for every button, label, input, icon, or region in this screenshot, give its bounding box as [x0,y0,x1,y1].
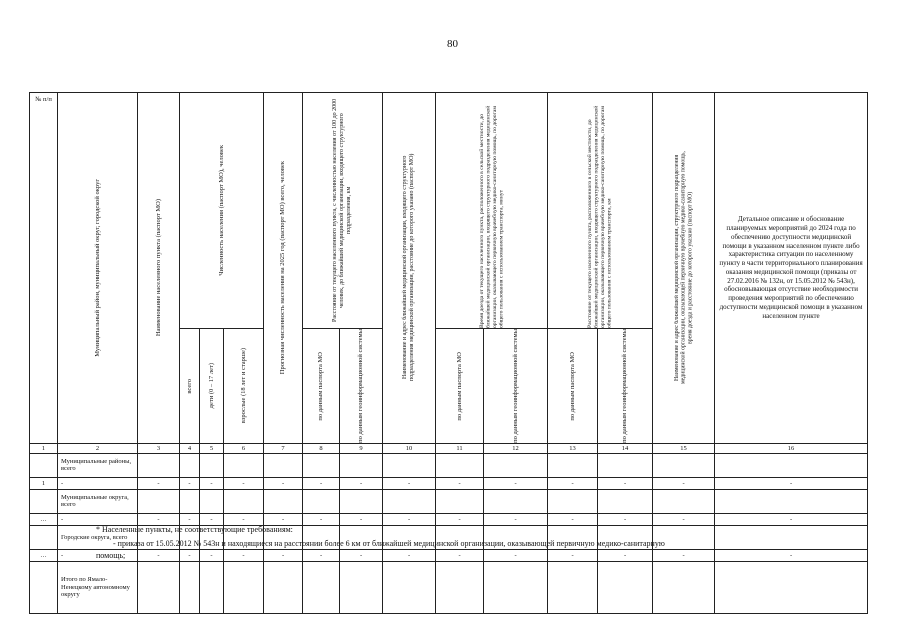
table-cell: - [264,477,303,489]
row-label-cell: - [58,549,138,561]
table-cell [598,453,653,477]
table-cell: - [264,549,303,561]
table-cell [224,561,264,613]
footnote-line-continued: помощь; [96,551,126,560]
table-cell: - [138,513,180,525]
header-cell-forecast: Прогнозная численность населения на 2025 год (паспорт МО) всего, человек [264,93,303,444]
table-row [30,513,868,525]
table-cell: - [484,477,548,489]
table-cell [548,453,598,477]
column-number: 5 [200,443,224,453]
header-cell-distance-gis: по данным геоинформационной системы [340,329,383,444]
column-number: 10 [383,443,436,453]
row-number-cell [30,561,58,613]
row-number-cell: … [30,549,58,561]
table-cell: - [303,513,340,525]
table-cell [180,453,200,477]
column-number: 1 [30,443,58,453]
column-number: 2 [58,443,138,453]
table-cell: - [548,549,598,561]
table-cell [200,489,224,513]
table-cell: - [224,549,264,561]
header-cell-district: Муниципальный район, муниципальный округ, городской округ [58,93,138,444]
column-number: 16 [715,443,868,453]
header-cell-road-gis: по данным геоинформационной системы [598,329,653,444]
table-row [30,561,868,613]
header-cell-time-passport: по данным паспорта МО [436,329,484,444]
table-cell: - [484,549,548,561]
header-cell-time-gis: по данным геоинформационной системы [484,329,548,444]
table-cell: - [436,477,484,489]
column-number: 9 [340,443,383,453]
table-cell: - [436,549,484,561]
table-cell [340,489,383,513]
table-row [30,453,868,477]
table-cell: - [653,477,715,489]
table-cell [383,561,436,613]
column-number: 14 [598,443,653,453]
table-cell: - [200,477,224,489]
row-label-cell: Муниципальные районы, всего [58,453,138,477]
table-cell [436,561,484,613]
table-cell [598,489,653,513]
table-cell: - [200,549,224,561]
table-cell [180,561,200,613]
table-cell [653,489,715,513]
table-cell: - [548,477,598,489]
table-cell [138,453,180,477]
table-cell [264,561,303,613]
table-cell [224,489,264,513]
header-cell-road-distance-group: Расстояние от текущего населенного пункта, расположенного в сельской местности, до ближайшей медицинской организации, входящего структурного подразделения медицинской организации, оказывающего первичную врачебную медико-санитарную помощь, по дорогам общего пользования с использованием транспорта, км [548,93,653,329]
table-cell [484,561,548,613]
row-number-cell [30,489,58,513]
row-label-cell: Муниципальные округа, всего [58,489,138,513]
header-cell-number: № п/п [30,93,58,444]
header-cell-travel-time-group: Время доезда от текущего населенного пункта, расположенного в сельской местности, до ближайшей медицинской организации, входящего структурного подразделения медицинской организации, оказывающего первичную врачебную медико-санитарную помощь, по дорогам общего пользования с использованием транспорта, минут [436,93,548,329]
column-number-row [30,443,868,453]
table-cell: - [340,477,383,489]
table-cell: - [715,477,868,489]
table-cell [264,489,303,513]
table-cell [715,453,868,477]
table-cell: - [340,549,383,561]
table-cell: - [138,549,180,561]
column-number: 12 [484,443,548,453]
table-cell: - [224,477,264,489]
table-cell [303,453,340,477]
table-cell [383,489,436,513]
table-cell [598,561,653,613]
table-cell: - [598,477,653,489]
table-cell [548,489,598,513]
header-cell-nearest-org: Наименование и адрес ближайшей медицинской организации, входящего структурного подразделения медицинской организации, расстояние до которого указано (паспорт МО) [383,93,436,444]
header-cell-settlement: Наименование населенного пункта (паспорт МО) [138,93,180,444]
table-cell [715,489,868,513]
table-cell [200,453,224,477]
table-cell: - [200,513,224,525]
header-cell-road-passport: по данным паспорта МО [548,329,598,444]
table-cell: - [653,513,715,525]
header-cell-description: Детальное описание и обоснование планируемых мероприятий до 2024 года по обеспечению доступности медицинской помощи в указанном населенном пункте либо характеристика ситуации по населенному пункту в части территориального планирования оказания медицинской помощи (приказы от 27.02.2016 № 132н, от 15.05.2012 № 543н), обосновывающая отсутствие необходимости проведения мероприятий по обеспечению доступности медицинской помощи в указанном населенном пункте [715,93,868,444]
table-cell: - [548,513,598,525]
table-cell: - [180,549,200,561]
row-number-cell: 1 [30,477,58,489]
row-number-cell [30,525,58,549]
table-cell [484,453,548,477]
page-number: 80 [447,38,458,50]
column-number: 6 [224,443,264,453]
table-cell: - [715,549,868,561]
table-cell [224,453,264,477]
table-cell: - [180,513,200,525]
table-cell: - [303,477,340,489]
table-cell: - [383,513,436,525]
row-label-cell: Итого по Ямало-Ненецкому автономному округу [58,561,138,613]
table-cell [264,453,303,477]
table-cell [484,489,548,513]
header-cell-primary-care-org: Наименование и адрес ближайшей медицинской организации, структурного подразделения медицинской организации, оказывающей первичную врачебную медико-санитарную помощь, время доезда и расстояние до которого указано (паспорт МО) [653,93,715,444]
column-number: 7 [264,443,303,453]
table-cell: - [180,477,200,489]
table-cell [180,489,200,513]
table-cell: - [303,549,340,561]
table-cell [436,453,484,477]
table-cell: - [264,513,303,525]
table-cell: - [383,549,436,561]
table-cell [715,561,868,613]
table-cell: - [138,477,180,489]
footnote-line: - приказа от 15.05.2012 № 543н и находящиеся на расстоянии более 6 км от ближайшей медицинской организации, оказывающей первичную медико-санитарную [113,539,665,548]
table-cell [436,489,484,513]
row-label-cell: - [58,513,138,525]
header-cell-total: всего [180,329,200,444]
table-cell [340,561,383,613]
table-cell: - [383,477,436,489]
footnote-heading: * Населенные пункты, не соответствующие требованиям: [96,525,293,534]
table-cell [653,561,715,613]
table-cell: - [598,513,653,525]
column-number: 4 [180,443,200,453]
table-row [30,549,868,561]
header-cell-children: дети (0 – 17 лет) [200,329,224,444]
table-cell [548,561,598,613]
table-cell: - [340,513,383,525]
column-number: 8 [303,443,340,453]
table-cell: - [484,513,548,525]
table-cell [653,453,715,477]
row-number-cell [30,453,58,477]
table-cell: - [224,513,264,525]
row-number-cell: … [30,513,58,525]
table-cell [200,561,224,613]
column-number: 13 [548,443,598,453]
table-cell: - [715,513,868,525]
table-cell [303,561,340,613]
header-cell-distance-passport: по данным паспорта МО [303,329,340,444]
table-cell: - [598,549,653,561]
row-label-cell: Городские округа, всего [58,525,138,549]
table-cell [383,453,436,477]
table-cell [303,489,340,513]
table-cell [138,489,180,513]
table-cell [340,453,383,477]
table-cell: - [436,513,484,525]
header-cell-distance-group: Расстояние от текущего населенного пункта, с численностью населения от 100 до 2000 человек, до ближайшей медицинской организации, входящего структурного подразделения, км [303,93,383,329]
column-number: 3 [138,443,180,453]
row-label-cell: - [58,477,138,489]
column-number: 15 [653,443,715,453]
header-cell-population-group: Численность населения (паспорт МО), человек [180,93,264,329]
header-cell-adults: взрослые (18 лет и старше) [224,329,264,444]
table-cell [138,561,180,613]
table-row [30,477,868,489]
data-table [29,92,868,614]
column-number: 11 [436,443,484,453]
table-cell: - [653,549,715,561]
table-row [30,489,868,513]
